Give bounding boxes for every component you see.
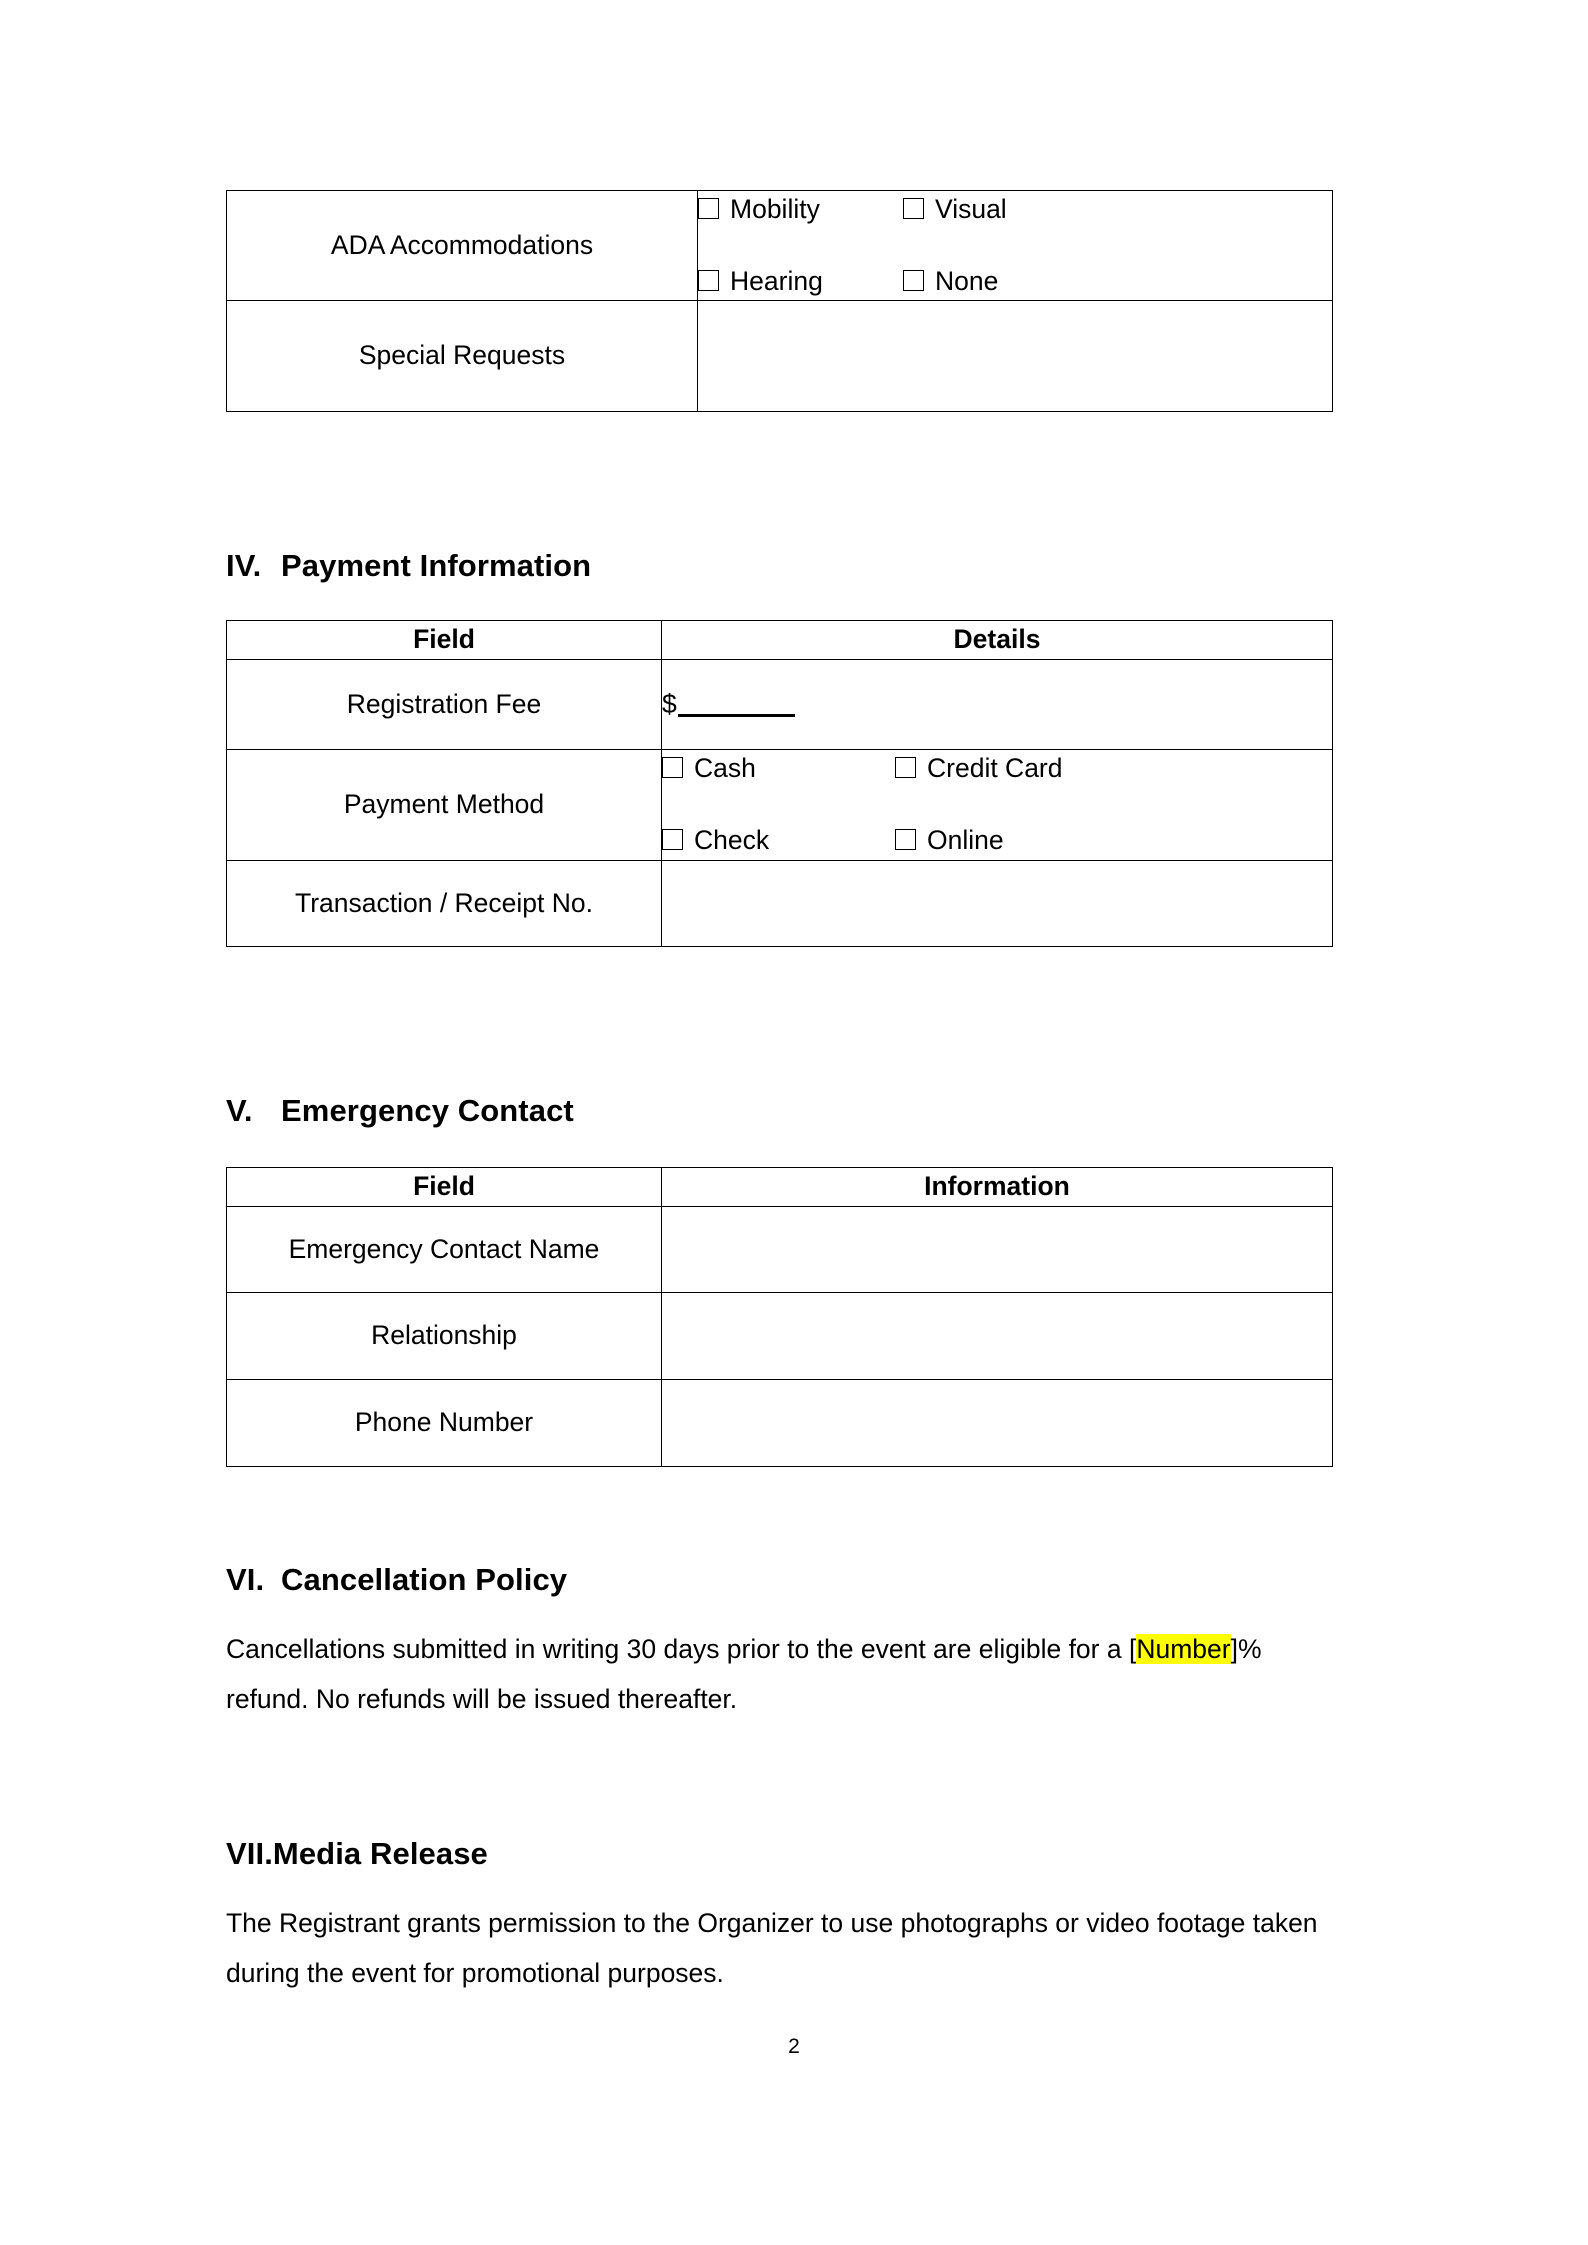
special-requests-input[interactable]	[698, 301, 1333, 412]
payment-checkbox-grid	[662, 750, 1332, 859]
payment-checkbox-row	[662, 750, 1332, 788]
registration-fee-amount-blank[interactable]	[662, 686, 795, 724]
fill-in-blank[interactable]	[678, 714, 795, 717]
payment-method-label: Payment Method	[227, 750, 662, 860]
payment-table	[226, 620, 1333, 947]
ada-accommodations-options	[698, 191, 1333, 301]
table-row	[227, 191, 1333, 301]
checkbox-option-none[interactable]	[903, 263, 998, 301]
emergency-header-field: Field	[227, 1168, 662, 1207]
table-row	[227, 1206, 1333, 1293]
emergency-section-heading	[226, 1093, 574, 1129]
relationship-input[interactable]	[662, 1293, 1333, 1380]
checkbox-icon[interactable]	[662, 757, 683, 778]
checkbox-label: Check	[694, 824, 770, 855]
media-section-heading	[226, 1836, 488, 1872]
currency-symbol: $	[662, 688, 677, 719]
table-row	[227, 1293, 1333, 1380]
cancellation-highlight-placeholder: Number	[1136, 1634, 1231, 1664]
payment-section-title: Payment Information	[281, 548, 592, 583]
relationship-label: Relationship	[227, 1293, 662, 1380]
emergency-contact-name-label: Emergency Contact Name	[227, 1206, 662, 1293]
table-row	[227, 750, 1333, 860]
emergency-contact-name-input[interactable]	[662, 1206, 1333, 1293]
accommodations-table-wrapper	[226, 190, 1333, 412]
cancellation-section-title: Cancellation Policy	[281, 1562, 568, 1597]
checkbox-icon[interactable]	[895, 757, 916, 778]
ada-checkbox-grid	[698, 191, 1332, 300]
table-header-row	[227, 621, 1333, 660]
checkbox-icon[interactable]	[903, 270, 924, 291]
emergency-table	[226, 1167, 1333, 1467]
checkbox-option-visual[interactable]	[903, 191, 1007, 229]
checkbox-icon[interactable]	[903, 198, 924, 219]
page-number-footer: 2	[788, 2035, 800, 2058]
checkbox-label: Cash	[694, 753, 756, 784]
ada-checkbox-row	[698, 263, 1332, 301]
checkbox-label: Credit Card	[927, 753, 1063, 784]
checkbox-label: None	[935, 265, 999, 296]
checkbox-label: Visual	[935, 194, 1007, 224]
cancellation-section-heading	[226, 1562, 567, 1598]
table-row	[227, 301, 1333, 412]
checkbox-option-mobility[interactable]	[698, 191, 903, 229]
media-section-numeral: VII.	[226, 1836, 273, 1871]
checkbox-option-credit-card[interactable]	[895, 750, 1063, 788]
cancellation-text-before: Cancellations submitted in writing 30 days prior to the event are eligible for a [	[226, 1634, 1137, 1664]
checkbox-option-online[interactable]	[895, 822, 1004, 860]
payment-header-field: Field	[227, 621, 662, 660]
phone-number-label: Phone Number	[227, 1379, 662, 1466]
table-row	[227, 1379, 1333, 1466]
payment-table-wrapper	[226, 620, 1333, 947]
payment-header-details: Details	[662, 621, 1333, 660]
checkbox-icon[interactable]	[698, 270, 719, 291]
emergency-section-numeral: V.	[226, 1093, 253, 1128]
phone-number-input[interactable]	[662, 1379, 1333, 1466]
media-section-title: Media Release	[272, 1836, 488, 1871]
emergency-table-wrapper	[226, 1167, 1333, 1467]
payment-section-heading	[226, 548, 591, 584]
table-header-row	[227, 1168, 1333, 1207]
media-release-text: The Registrant grants permission to the Organizer to use photographs or video footage taken during the event for promotional purposes.	[226, 1908, 1318, 1989]
table-row	[227, 860, 1333, 947]
emergency-section-title: Emergency Contact	[281, 1093, 574, 1128]
checkbox-icon[interactable]	[662, 829, 683, 850]
checkbox-label: Mobility	[730, 194, 820, 224]
special-requests-label: Special Requests	[227, 301, 698, 412]
checkbox-option-check[interactable]	[662, 822, 895, 860]
cancellation-text-after: ]% refund. No refunds will be issued thereafter.	[226, 1634, 1262, 1715]
registration-fee-value[interactable]	[662, 659, 1333, 750]
checkbox-icon[interactable]	[698, 198, 719, 219]
cancellation-policy-text	[226, 1624, 1326, 1725]
transaction-receipt-input[interactable]	[662, 860, 1333, 947]
payment-checkbox-row	[662, 822, 1332, 860]
ada-checkbox-row	[698, 191, 1332, 229]
emergency-header-information: Information	[662, 1168, 1333, 1207]
table-row	[227, 659, 1333, 750]
checkbox-option-hearing[interactable]	[698, 263, 903, 301]
checkbox-label: Online	[927, 824, 1004, 855]
checkbox-option-cash[interactable]	[662, 750, 895, 788]
transaction-receipt-label: Transaction / Receipt No.	[227, 860, 662, 947]
payment-method-options	[662, 750, 1333, 860]
checkbox-icon[interactable]	[895, 829, 916, 850]
accommodations-table	[226, 190, 1333, 412]
checkbox-label: Hearing	[730, 265, 823, 296]
cancellation-section-numeral: VI.	[226, 1562, 265, 1597]
registration-fee-label: Registration Fee	[227, 659, 662, 750]
ada-accommodations-label: ADA Accommodations	[227, 191, 698, 301]
payment-section-numeral: IV.	[226, 548, 262, 583]
